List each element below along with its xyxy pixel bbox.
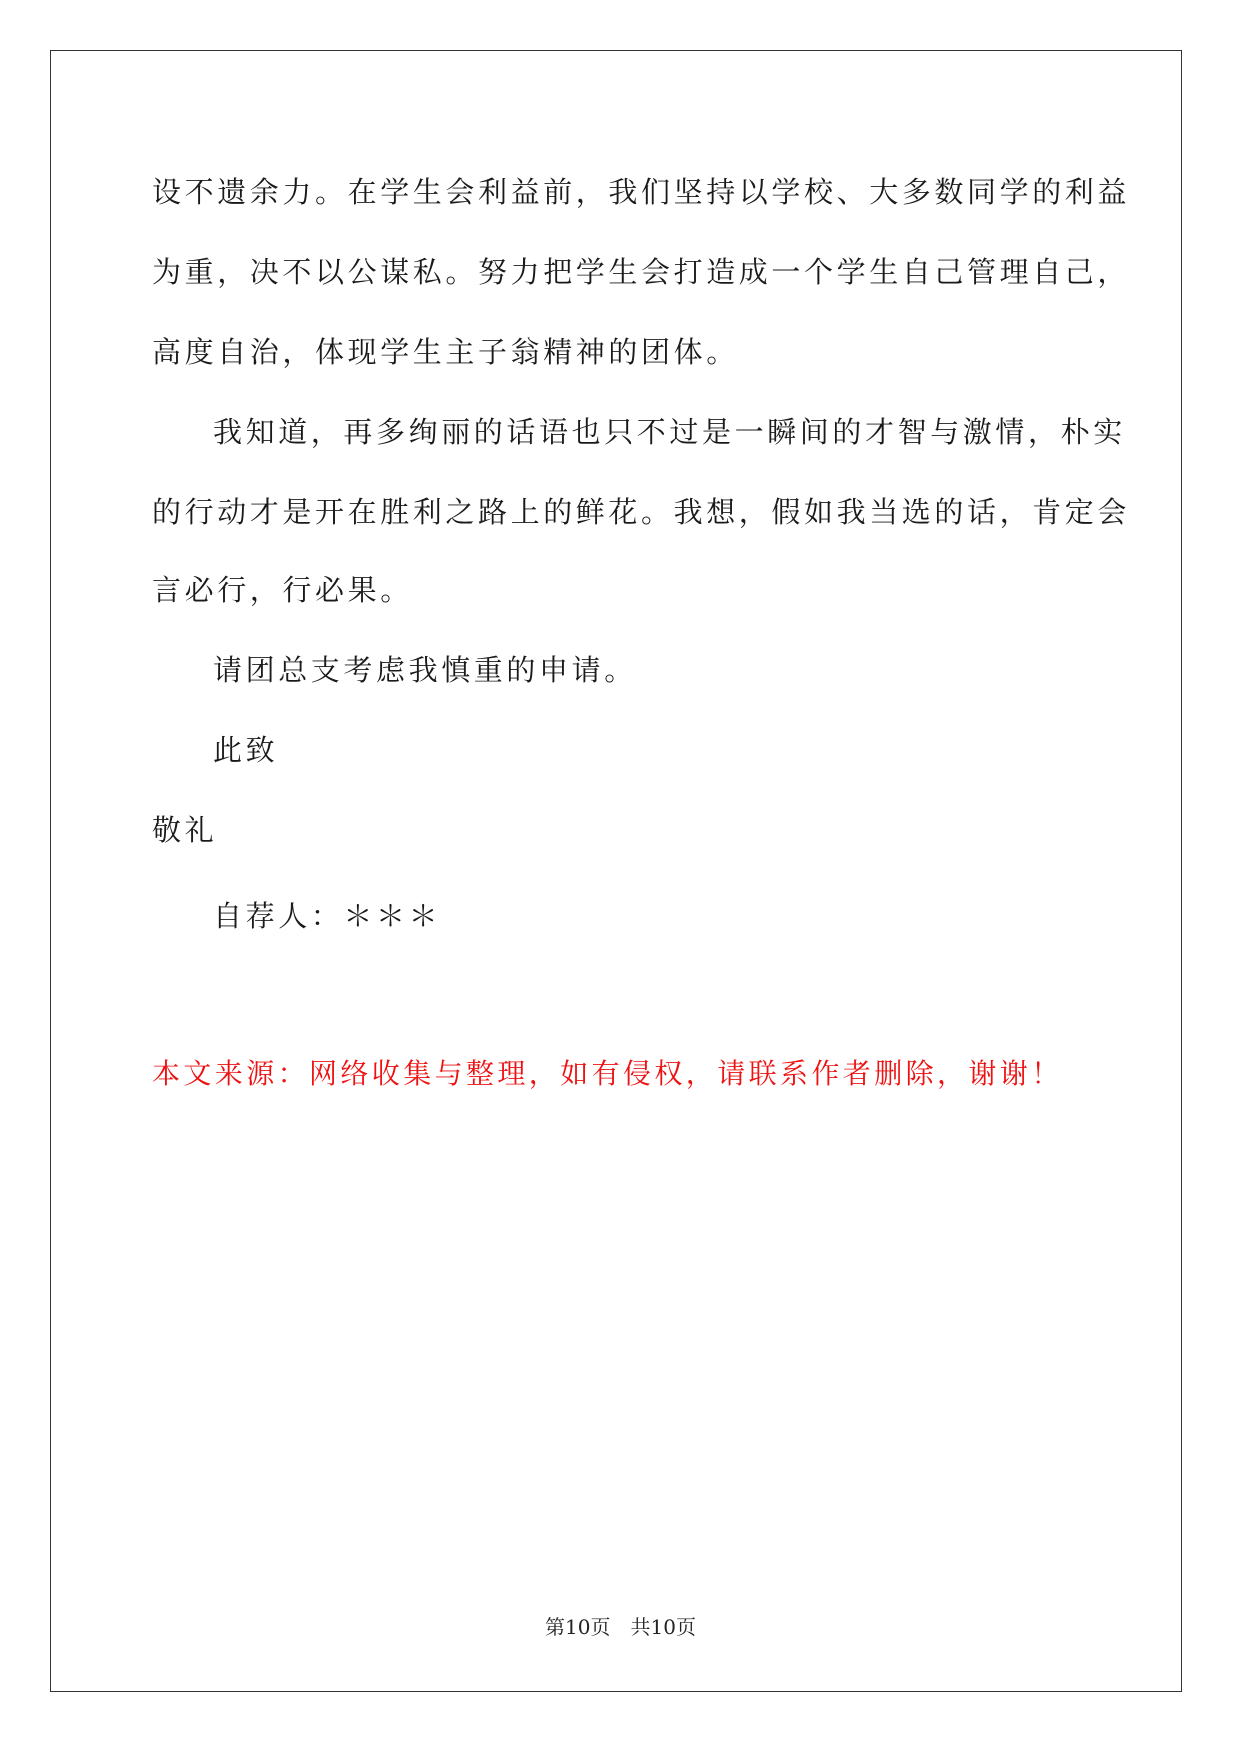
paragraph-line-6: 言必行，行必果。 <box>152 573 413 607</box>
source-note: 本文来源：网络收集与整理，如有侵权，请联系作者删除，谢谢！ <box>152 1057 1063 1090</box>
request-line: 请团总支考虑我慎重的申请。 <box>213 653 637 687</box>
salutation-line: 敬礼 <box>152 813 218 847</box>
paragraph-line-3: 高度自治，体现学生主子翁精神的团体。 <box>152 335 739 369</box>
paragraph-line-1: 设不遗余力。在学生会利益前，我们坚持以学校、大多数同学的利益 <box>152 175 1131 209</box>
paragraph-line-2: 为重，决不以公谋私。努力把学生会打造成一个学生自己管理自己， <box>152 255 1131 289</box>
page-border <box>50 50 1182 1692</box>
paragraph-line-4: 我知道，再多绚丽的话语也只不过是一瞬间的才智与激情，朴实 <box>213 415 1126 449</box>
signature-line: 自荐人：＊＊＊ <box>213 899 442 933</box>
paragraph-line-5: 的行动才是开在胜利之路上的鲜花。我想，假如我当选的话，肯定会 <box>152 495 1131 529</box>
page-number: 第10页 共10页 <box>545 1615 696 1639</box>
closing-line: 此致 <box>213 733 279 767</box>
